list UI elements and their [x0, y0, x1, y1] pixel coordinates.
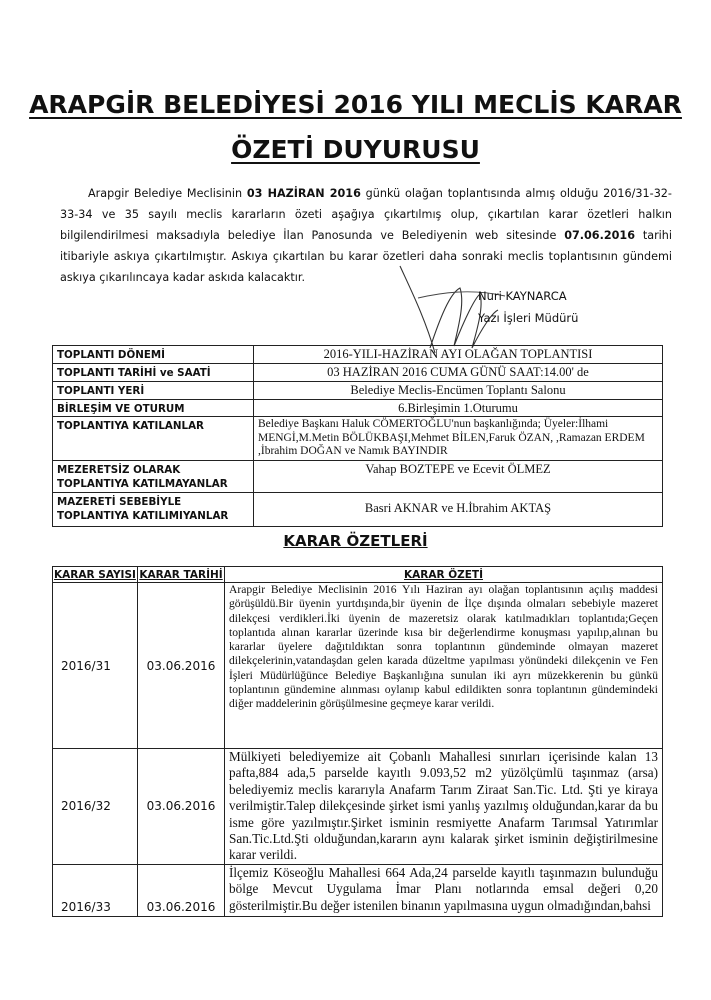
intro-text-2: günkü olağan toplantısında almış olduğu 2016/31-32-33-34 ve 35 sayılı meclis kararların özeti aşağıya çıkartılmış olup, çıkartılan karar özetleri halkın bilgilendirilmesi maksadıyla belediye İlan Panosunda ve Belediyenin web sitesinde — [60, 187, 672, 242]
info-row — [53, 382, 663, 400]
decision-date: 03.06.2016 — [138, 583, 225, 749]
info-label: TOPLANTI DÖNEMİ — [53, 346, 254, 364]
info-value: 6.Birleşimin 1.Oturumu — [254, 400, 663, 417]
announcement-paragraph — [60, 183, 672, 288]
info-row — [53, 364, 663, 382]
info-row — [53, 493, 663, 527]
decision-summary: Mülkiyeti belediyemize ait Çobanlı Mahallesi sınırları içerisinde kalan 13 pafta,884 ada,5 parselde kayıtlı 9.093,52 m2 yüzölçümlü taşınmaz (arsa) belediyemiz meclis kararıyla Anafarm Tarım Ziraat San.Tic. Ltd. Şti ye kiraya verilmiştir.Talep dilekçesinde şirket ismi yanlış yazılmış olduğundan,karar da bu isme göre yazılmıştır.Şirket isminin resmiyette Anafarm Tarımsal Yatırımlar San.Tic.Ltd.Şti olduğundan,kararın aynı kalarak şirket isminin değiştirilmesine karar verildi. — [225, 749, 663, 865]
decisions-table — [52, 566, 663, 917]
info-label: TOPLANTI TARİHİ ve SAATİ — [53, 364, 254, 382]
decision-summary: Arapgir Belediye Meclisinin 2016 Yılı Haziran ayı olağan toplantısının açılış maddesi görüşüldü.Bir üyenin yurtdışında,bir üyenin de İlçe dışında olmaları sebebiyle mazeret dilekçesi verdikleri.İki üyenin de mazeretsiz olarak katılmadıkları toplantıda;Geçen toplantıda alınan kararlar üzerinde kısa bir değerlendirme konuşması yapılıp,alınan bu kararlar üyelere dağıtıldıktan sonra toplantının gündeminde olmayan mazeret dilekçelerinin,vatandaşdan gelen karada düzeltme yapılması yönündeki dilekçenin ve Fen İşleri Müdürlüğünce Belediye Başkanlığına sunulan iki ayrı müzekkerenin bu günkü toplantının gündemine alınması oylanıp kabul edildikten sonra toplantının gündemindeki diğer maddelerinin görüşülmesine geçmeye karar verildi. — [225, 583, 663, 749]
header-decision-number: KARAR SAYISI — [54, 568, 136, 581]
decision-row — [53, 864, 663, 916]
info-row — [53, 417, 663, 461]
info-label: MAZERETİ SEBEBİYLE TOPLANTIYA KATILIMIYANLAR — [53, 493, 254, 527]
info-value: Basri AKNAR ve H.İbrahim AKTAŞ — [254, 493, 663, 527]
intro-text-3: tarihi itibariyle askıya çıkartılmıştır. Askıya çıkartılan bu karar özetleri daha sonraki meclis toplantısının gündemi askıya çıkarılıncaya kadar askıda kalacaktır. — [60, 229, 672, 284]
decisions-header-row — [53, 567, 663, 583]
document-title-line-1: ARAPGİR BELEDİYESİ 2016 YILI MECLİS KARAR — [29, 90, 682, 119]
decision-row — [53, 749, 663, 865]
decision-number: 2016/33 — [53, 864, 138, 916]
signatory-title: Yazı İşleri Müdürü — [478, 311, 579, 325]
info-row — [53, 400, 663, 417]
info-label: BİRLEŞİM VE OTURUM — [53, 400, 254, 417]
meeting-info-table — [52, 345, 663, 527]
signatory-name: Nuri KAYNARCA — [478, 289, 567, 303]
decisions-title: KARAR ÖZETLERİ — [283, 532, 428, 550]
info-label: TOPLANTI YERİ — [53, 382, 254, 400]
header-decision-summary: KARAR ÖZETİ — [225, 567, 663, 583]
info-value: Belediye Başkanı Haluk CÖMERTOĞLU'nun başkanlığında; Üyeler:İlhami MENGİ,M.Metin BÖLÜKBAŞI,Mehmet BİLEN,Faruk ÖZAN, ,Ramazan ERDEM ,İbrahim DOĞAN ve Namık BAYINDIR — [254, 417, 663, 461]
decision-date: 03.06.2016 — [138, 864, 225, 916]
info-value: Belediye Meclis-Encümen Toplantı Salonu — [254, 382, 663, 400]
decision-date: 03.06.2016 — [138, 749, 225, 865]
decision-number: 2016/31 — [53, 583, 138, 749]
document-title-line-2: ÖZETİ DUYURUSU — [231, 135, 480, 164]
info-label: TOPLANTIYA KATILANLAR — [53, 417, 254, 461]
info-value: 2016-YILI-HAZİRAN AYI OLAĞAN TOPLANTISI — [254, 346, 663, 364]
intro-text-1: Arapgir Belediye Meclisinin — [88, 187, 247, 200]
decision-number: 2016/32 — [53, 749, 138, 865]
decision-row — [53, 583, 663, 749]
meeting-date: 03 HAZİRAN 2016 — [246, 187, 361, 200]
info-value: Vahap BOZTEPE ve Ecevit ÖLMEZ — [254, 461, 663, 493]
decision-summary: İlçemiz Köseoğlu Mahallesi 664 Ada,24 parselde kayıtlı taşınmazın bulunduğu bölge Mevcut Uygulama İmar Planı notlarında emsal değeri 0,20 gösterilmiştir.Bu değer istenilen binanın yapılmasına uygun olmadığından,bahsi — [225, 864, 663, 916]
info-row — [53, 461, 663, 493]
header-decision-date: KARAR TARİHİ — [139, 568, 223, 581]
info-row — [53, 346, 663, 364]
info-label: MEZERETSİZ OLARAK TOPLANTIYA KATILMAYANLAR — [53, 461, 254, 493]
posting-date: 07.06.2016 — [564, 229, 635, 242]
info-value: 03 HAZİRAN 2016 CUMA GÜNÜ SAAT:14.00' de — [254, 364, 663, 382]
